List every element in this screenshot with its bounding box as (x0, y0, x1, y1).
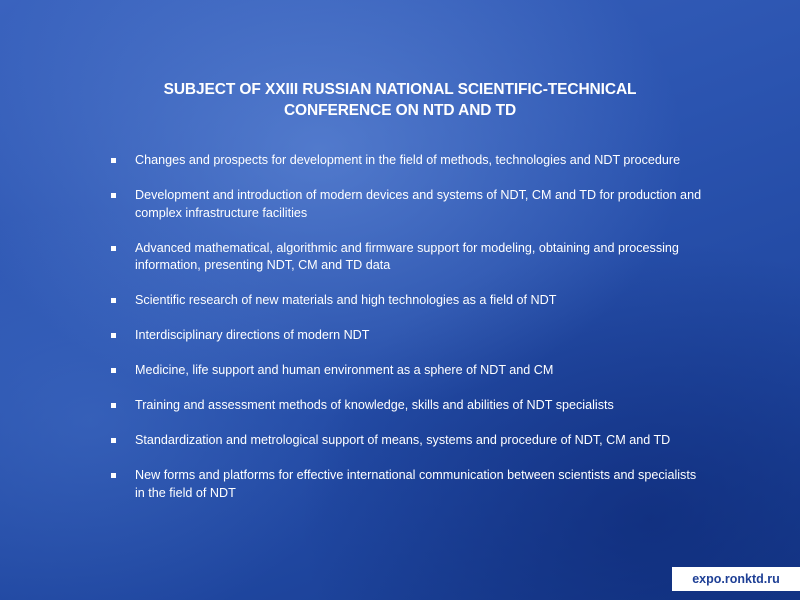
square-bullet-icon (111, 333, 116, 338)
topic-text: Interdisciplinary directions of modern NDT (135, 328, 370, 342)
list-item (108, 240, 708, 275)
square-bullet-icon (111, 298, 116, 303)
list-item (108, 152, 708, 170)
topic-text: Medicine, life support and human environment as a sphere of NDT and CM (135, 363, 554, 377)
list-item (108, 397, 708, 415)
square-bullet-icon (111, 193, 116, 198)
square-bullet-icon (111, 158, 116, 163)
topic-text: Scientific research of new materials and high technologies as a field of NDT (135, 293, 557, 307)
topic-text: Advanced mathematical, algorithmic and firmware support for modeling, obtaining and processing information, presenting NDT, CM and TD data (135, 240, 679, 272)
list-item (108, 187, 708, 222)
topic-text: Development and introduction of modern devices and systems of NDT, CM and TD for production and complex infrastructure facilities (135, 188, 702, 220)
topic-text: Training and assessment methods of knowledge, skills and abilities of NDT specialists (135, 398, 614, 412)
square-bullet-icon (111, 403, 116, 408)
topic-text: New forms and platforms for effective international communication between scientists and specialists in the field of NDT (135, 468, 697, 500)
topic-text: Changes and prospects for development in the field of methods, technologies and NDT procedure (135, 153, 681, 167)
slide-title-line-2: CONFERENCE ON NTD AND TD (283, 102, 517, 119)
website-badge: expo.ronktd.ru (672, 567, 800, 591)
slide-title (100, 79, 700, 121)
topic-text: Standardization and metrological support of means, systems and procedure of NDT, CM and TD (135, 433, 671, 447)
square-bullet-icon (111, 246, 116, 251)
list-item (108, 292, 708, 310)
square-bullet-icon (111, 473, 116, 478)
list-item (108, 327, 708, 345)
list-item (108, 362, 708, 380)
list-item (108, 432, 708, 450)
list-item (108, 467, 708, 502)
slide-title-line-1: SUBJECT OF XXIII RUSSIAN NATIONAL SCIENTIFIC-TECHNICAL (163, 81, 637, 98)
square-bullet-icon (111, 368, 116, 373)
square-bullet-icon (111, 438, 116, 443)
topic-list (108, 152, 708, 520)
